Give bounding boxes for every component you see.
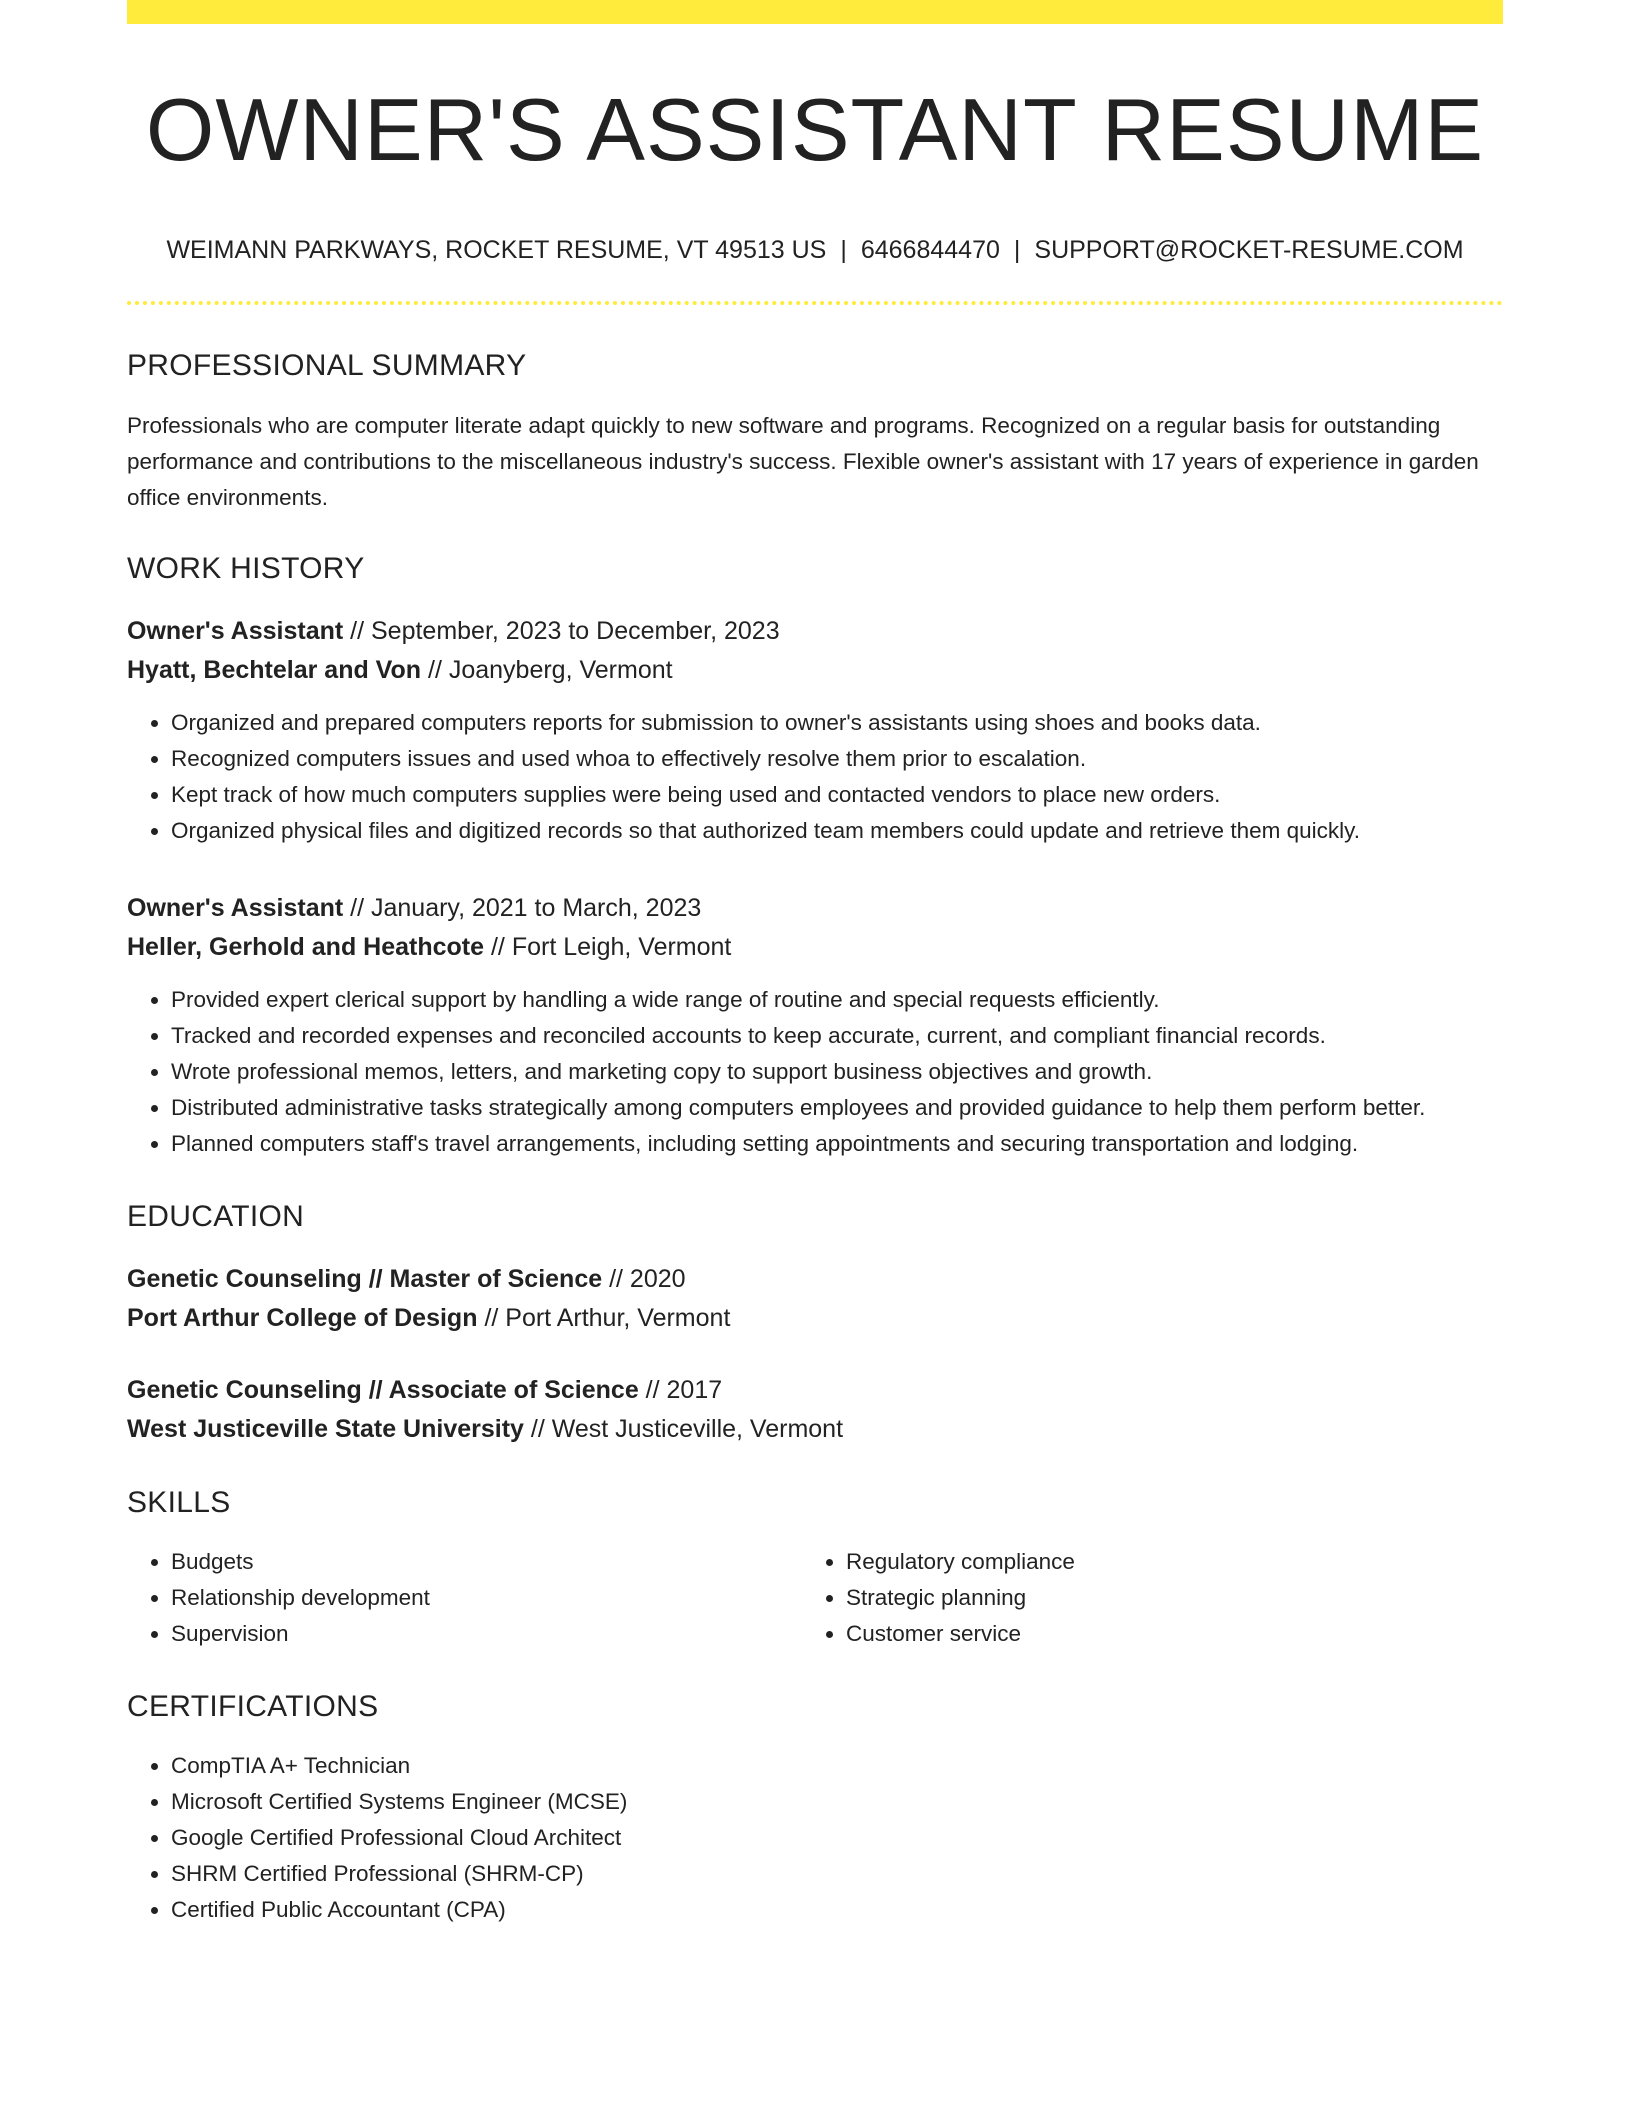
list-item: • Provided expert clerical support by handling a wide range of routine and special requests efficiently. xyxy=(171,982,1503,1018)
list-item: • SHRM Certified Professional (SHRM-CP) xyxy=(171,1856,1503,1892)
job-dates: // September, 2023 to December, 2023 xyxy=(350,616,780,645)
skills-columns xyxy=(127,1544,1503,1652)
summary-text: Professionals who are computer literate adapt quickly to new software and programs. Recognized on a regular basis for outstanding performance and contributions to the miscellaneous industry's success. Flexible owner's assistant with 17 years of experience in garden office environments. xyxy=(127,412,1479,510)
education-school: West Justiceville State University xyxy=(127,1414,524,1443)
work-history-heading: WORK HISTORY xyxy=(127,551,365,585)
list-item: • Regulatory compliance xyxy=(846,1544,1477,1580)
list-item: • CompTIA A+ Technician xyxy=(171,1748,1503,1784)
certifications-heading: CERTIFICATIONS xyxy=(127,1689,379,1723)
list-item: • Budgets xyxy=(171,1544,802,1580)
list-item: • Customer service xyxy=(846,1616,1477,1652)
contact-address: WEIMANN PARKWAYS, ROCKET RESUME, VT 49513 US xyxy=(166,235,827,264)
skills-heading: SKILLS xyxy=(127,1485,231,1519)
list-item: • Microsoft Certified Systems Engineer (MCSE) xyxy=(171,1784,1503,1820)
job-dates: // January, 2021 to March, 2023 xyxy=(350,893,702,922)
list-item: • Organized and prepared computers reports for submission to owner's assistants using shoes and books data. xyxy=(171,705,1503,741)
list-item: • Google Certified Professional Cloud Architect xyxy=(171,1820,1503,1856)
education-year: // 2020 xyxy=(609,1264,686,1293)
resume-page xyxy=(127,0,1503,1928)
job-location: // Fort Leigh, Vermont xyxy=(490,932,732,961)
list-item: • Strategic planning xyxy=(846,1580,1477,1616)
job-role-line xyxy=(127,612,1503,651)
list-item: • Supervision xyxy=(171,1616,802,1652)
education-degree: Genetic Counseling // Associate of Science xyxy=(127,1375,639,1404)
job-bullets xyxy=(127,982,1503,1162)
certifications-list xyxy=(127,1748,1503,1928)
job-role-line xyxy=(127,889,1503,928)
contact-phone: 6466844470 xyxy=(860,235,1000,264)
job-location: // Joanyberg, Vermont xyxy=(428,655,673,684)
job-company: Heller, Gerhold and Heathcote xyxy=(127,932,485,961)
list-item: • Wrote professional memos, letters, and marketing copy to support business objectives and growth. xyxy=(171,1054,1503,1090)
job-role: Owner's Assistant xyxy=(127,616,344,645)
dotted-divider xyxy=(127,301,1503,305)
skills-right-column xyxy=(802,1544,1477,1652)
education-year: // 2017 xyxy=(645,1375,723,1404)
list-item: • Kept track of how much computers supplies were being used and contacted vendors to place new orders. xyxy=(171,777,1503,813)
job-entry xyxy=(127,612,1503,849)
education-heading: EDUCATION xyxy=(127,1199,305,1233)
education-location: // West Justiceville, Vermont xyxy=(530,1414,844,1443)
education-degree-line xyxy=(127,1260,1503,1299)
skills-left-column xyxy=(127,1544,802,1652)
job-company-line xyxy=(127,928,1503,967)
education-entry xyxy=(127,1371,1503,1449)
job-role: Owner's Assistant xyxy=(127,893,344,922)
summary-heading: PROFESSIONAL SUMMARY xyxy=(127,348,527,382)
education-entry xyxy=(127,1260,1503,1338)
list-item: • Planned computers staff's travel arrangements, including setting appointments and securing transportation and lodging. xyxy=(171,1126,1503,1162)
education-school-line xyxy=(127,1410,1503,1449)
list-item: • Organized physical files and digitized records so that authorized team members could update and retrieve them quickly. xyxy=(171,813,1503,849)
list-item: • Relationship development xyxy=(171,1580,802,1616)
list-item: • Tracked and recorded expenses and reconciled accounts to keep accurate, current, and compliant financial records. xyxy=(171,1018,1503,1054)
resume-title: OWNER'S ASSISTANT RESUME xyxy=(145,80,1485,179)
contact-separator: | xyxy=(1013,235,1021,264)
contact-separator: | xyxy=(840,235,847,264)
education-degree: Genetic Counseling // Master of Science xyxy=(127,1264,603,1293)
education-school-line xyxy=(127,1299,1503,1338)
education-school: Port Arthur College of Design xyxy=(127,1303,478,1332)
accent-top-bar xyxy=(127,0,1503,24)
list-item: • Recognized computers issues and used whoa to effectively resolve them prior to escalation. xyxy=(171,741,1503,777)
education-location: // Port Arthur, Vermont xyxy=(484,1303,731,1332)
list-item: • Certified Public Accountant (CPA) xyxy=(171,1892,1503,1928)
job-entry xyxy=(127,889,1503,1162)
contact-email: SUPPORT@ROCKET-RESUME.COM xyxy=(1034,235,1464,264)
education-degree-line xyxy=(127,1371,1503,1410)
job-bullets xyxy=(127,705,1503,849)
list-item: • Distributed administrative tasks strategically among computers employees and provided guidance to help them perform better. xyxy=(171,1090,1503,1126)
contact-line xyxy=(127,236,1503,265)
job-company: Hyatt, Bechtelar and Von xyxy=(127,655,422,684)
job-company-line xyxy=(127,651,1503,690)
